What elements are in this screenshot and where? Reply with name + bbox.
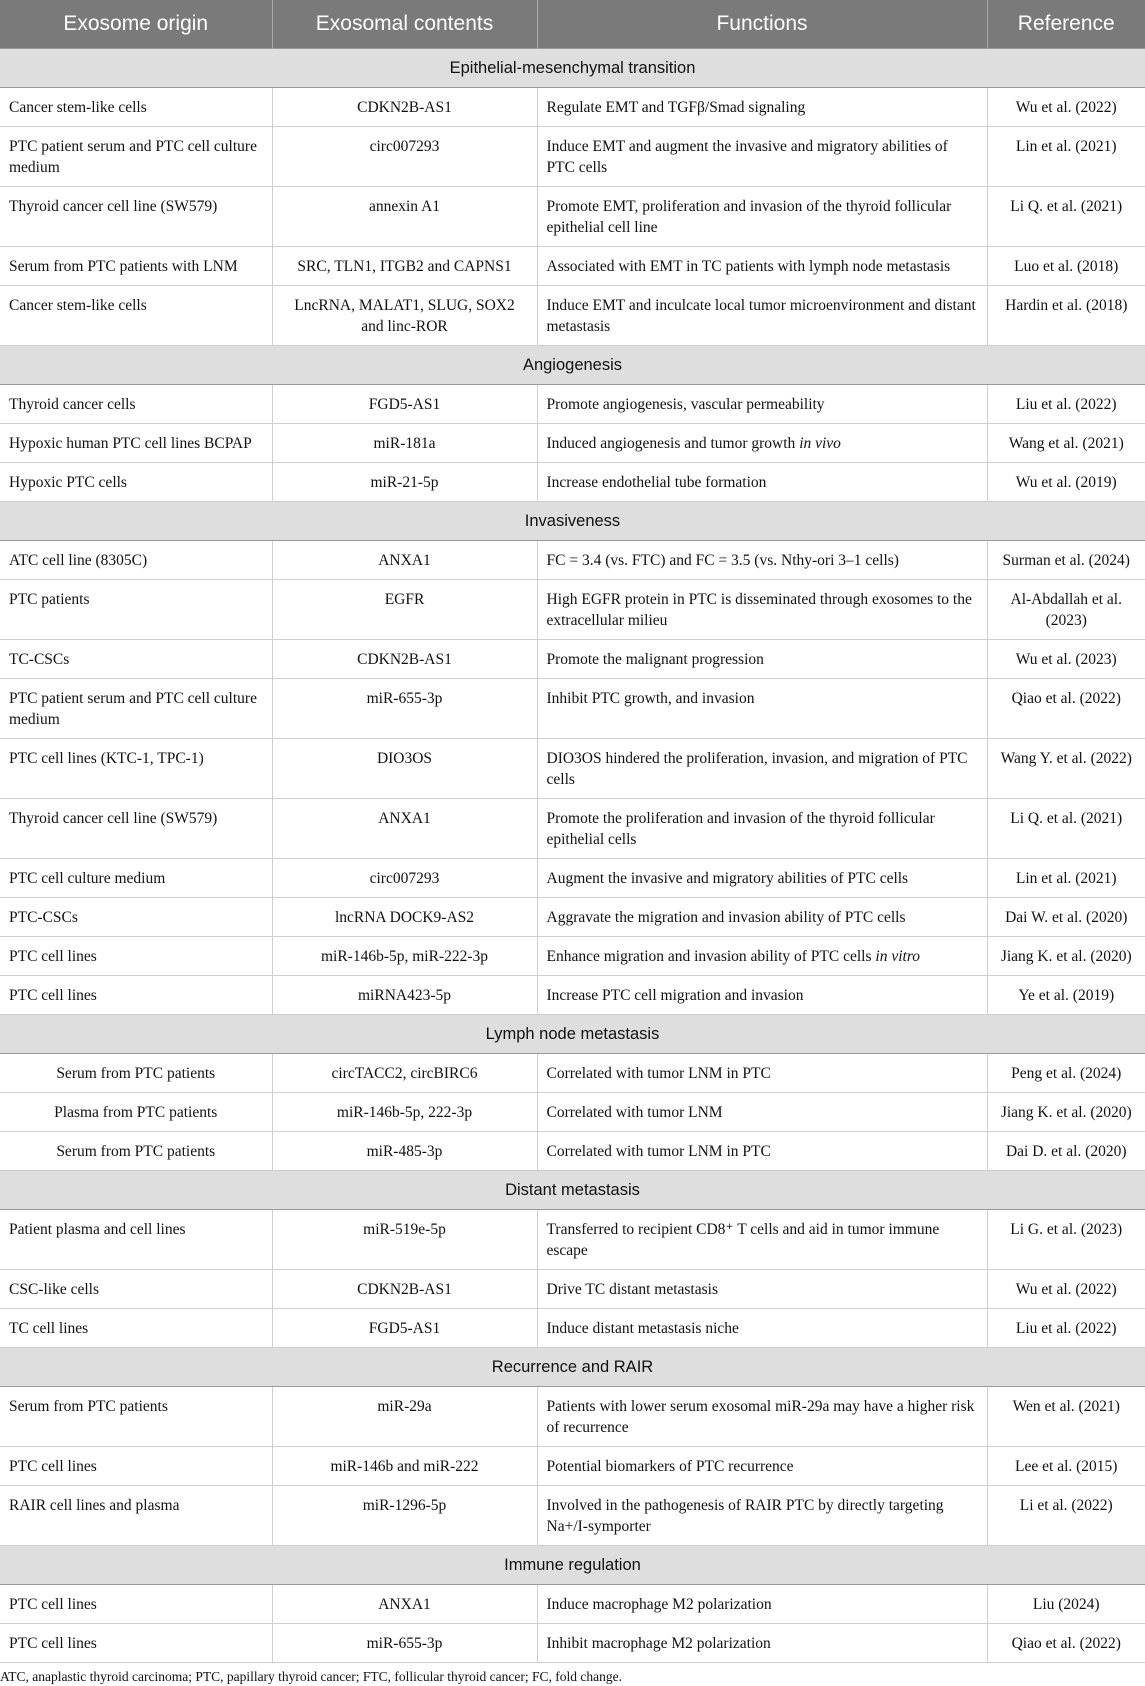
cell-contents: miRNA423-5p bbox=[272, 976, 537, 1015]
cell-reference: Hardin et al. (2018) bbox=[987, 286, 1145, 346]
cell-contents: miR-146b-5p, miR-222-3p bbox=[272, 937, 537, 976]
table-row bbox=[0, 127, 1145, 187]
cell-contents: ANXA1 bbox=[272, 1585, 537, 1624]
table-row bbox=[0, 1387, 1145, 1447]
cell-origin: Thyroid cancer cells bbox=[0, 385, 272, 424]
cell-function bbox=[537, 1447, 987, 1486]
section-row bbox=[0, 1348, 1145, 1387]
cell-function bbox=[537, 385, 987, 424]
section-row bbox=[0, 1015, 1145, 1054]
cell-reference: Dai W. et al. (2020) bbox=[987, 898, 1145, 937]
function-text: Correlated with tumor LNM in PTC bbox=[546, 1143, 771, 1160]
cell-reference: Luo et al. (2018) bbox=[987, 247, 1145, 286]
cell-origin: PTC cell lines bbox=[0, 937, 272, 976]
function-text: Induced angiogenesis and tumor growth bbox=[546, 435, 800, 452]
section-title: Epithelial-mesenchymal transition bbox=[0, 49, 1145, 88]
cell-contents: circ007293 bbox=[272, 859, 537, 898]
table-row bbox=[0, 1447, 1145, 1486]
function-text: Promote angiogenesis, vascular permeability bbox=[546, 396, 825, 413]
table-body bbox=[0, 49, 1145, 1663]
table-row bbox=[0, 463, 1145, 502]
cell-function bbox=[537, 799, 987, 859]
cell-reference: Li et al. (2022) bbox=[987, 1486, 1145, 1546]
cell-reference: Wu et al. (2022) bbox=[987, 88, 1145, 127]
cell-origin: Hypoxic PTC cells bbox=[0, 463, 272, 502]
table-header bbox=[0, 0, 1145, 49]
column-header-reference: Reference bbox=[987, 0, 1145, 49]
function-text: Inhibit PTC growth, and invasion bbox=[546, 690, 755, 707]
table-row bbox=[0, 385, 1145, 424]
function-text: Patients with lower serum exosomal miR-29a may have a higher risk of recurrence bbox=[546, 1398, 975, 1436]
cell-reference: Wu et al. (2019) bbox=[987, 463, 1145, 502]
cell-origin: Serum from PTC patients with LNM bbox=[0, 247, 272, 286]
cell-origin: PTC cell lines bbox=[0, 1624, 272, 1663]
cell-reference: Ye et al. (2019) bbox=[987, 976, 1145, 1015]
function-text: Promote the malignant progression bbox=[546, 651, 764, 668]
cell-function bbox=[537, 286, 987, 346]
cell-reference: Qiao et al. (2022) bbox=[987, 1624, 1145, 1663]
table-row bbox=[0, 424, 1145, 463]
table-row bbox=[0, 976, 1145, 1015]
cell-reference: Qiao et al. (2022) bbox=[987, 679, 1145, 739]
cell-reference: Liu et al. (2022) bbox=[987, 1309, 1145, 1348]
table-row bbox=[0, 1093, 1145, 1132]
cell-contents: FGD5-AS1 bbox=[272, 1309, 537, 1348]
cell-origin: Cancer stem-like cells bbox=[0, 88, 272, 127]
cell-origin: ATC cell line (8305C) bbox=[0, 541, 272, 580]
column-header-functions: Functions bbox=[537, 0, 987, 49]
cell-function bbox=[537, 1054, 987, 1093]
cell-origin: Patient plasma and cell lines bbox=[0, 1210, 272, 1270]
cell-function bbox=[537, 463, 987, 502]
function-text: Augment the invasive and migratory abilities of PTC cells bbox=[546, 870, 909, 887]
function-text: Correlated with tumor LNM in PTC bbox=[546, 1065, 771, 1082]
cell-origin: Hypoxic human PTC cell lines BCPAP bbox=[0, 424, 272, 463]
cell-function bbox=[537, 1387, 987, 1447]
cell-reference: Jiang K. et al. (2020) bbox=[987, 1093, 1145, 1132]
function-text: Induce EMT and inculcate local tumor microenvironment and distant metastasis bbox=[546, 297, 976, 335]
cell-origin: Thyroid cancer cell line (SW579) bbox=[0, 187, 272, 247]
cell-contents: miR-519e-5p bbox=[272, 1210, 537, 1270]
table-row bbox=[0, 187, 1145, 247]
cell-reference: Wu et al. (2023) bbox=[987, 640, 1145, 679]
cell-origin: Thyroid cancer cell line (SW579) bbox=[0, 799, 272, 859]
cell-contents: lncRNA DOCK9-AS2 bbox=[272, 898, 537, 937]
table-row bbox=[0, 679, 1145, 739]
cell-function bbox=[537, 976, 987, 1015]
cell-function bbox=[537, 1210, 987, 1270]
cell-function bbox=[537, 1585, 987, 1624]
function-italic: in vitro bbox=[875, 948, 921, 965]
function-text: Transferred to recipient CD8⁺ T cells and aid in tumor immune escape bbox=[546, 1221, 940, 1259]
cell-reference: Peng et al. (2024) bbox=[987, 1054, 1145, 1093]
cell-function bbox=[537, 1270, 987, 1309]
cell-function bbox=[537, 1309, 987, 1348]
cell-contents: miR-655-3p bbox=[272, 1624, 537, 1663]
function-text: Increase endothelial tube formation bbox=[546, 474, 767, 491]
section-row bbox=[0, 49, 1145, 88]
cell-contents: EGFR bbox=[272, 580, 537, 640]
table-row bbox=[0, 1210, 1145, 1270]
cell-function bbox=[537, 739, 987, 799]
table-footnote: ATC, anaplastic thyroid carcinoma; PTC, papillary thyroid cancer; FTC, follicular thyroid cancer; FC, fold change. bbox=[0, 1669, 622, 1684]
function-italic: in vivo bbox=[799, 435, 841, 452]
table-row bbox=[0, 937, 1145, 976]
cell-contents: LncRNA, MALAT1, SLUG, SOX2 and linc-ROR bbox=[272, 286, 537, 346]
cell-contents: miR-485-3p bbox=[272, 1132, 537, 1171]
cell-reference: Wen et al. (2021) bbox=[987, 1387, 1145, 1447]
table-row bbox=[0, 580, 1145, 640]
function-text: Potential biomarkers of PTC recurrence bbox=[546, 1458, 794, 1475]
column-header-contents: Exosomal contents bbox=[272, 0, 537, 49]
cell-reference: Wu et al. (2022) bbox=[987, 1270, 1145, 1309]
cell-reference: Li Q. et al. (2021) bbox=[987, 799, 1145, 859]
function-text: Induce EMT and augment the invasive and migratory abilities of PTC cells bbox=[546, 138, 948, 176]
section-row bbox=[0, 1546, 1145, 1585]
cell-origin: PTC cell lines bbox=[0, 1447, 272, 1486]
cell-origin: PTC patient serum and PTC cell culture medium bbox=[0, 127, 272, 187]
function-text: Increase PTC cell migration and invasion bbox=[546, 987, 804, 1004]
function-text: FC = 3.4 (vs. FTC) and FC = 3.5 (vs. Nthy-ori 3–1 cells) bbox=[546, 552, 899, 569]
cell-reference: Li Q. et al. (2021) bbox=[987, 187, 1145, 247]
cell-contents: CDKN2B-AS1 bbox=[272, 88, 537, 127]
cell-function bbox=[537, 679, 987, 739]
section-title: Angiogenesis bbox=[0, 346, 1145, 385]
cell-function bbox=[537, 580, 987, 640]
function-text: DIO3OS hindered the proliferation, invasion, and migration of PTC cells bbox=[546, 750, 968, 788]
column-header-origin: Exosome origin bbox=[0, 0, 272, 49]
cell-contents: FGD5-AS1 bbox=[272, 385, 537, 424]
table-row bbox=[0, 859, 1145, 898]
table-row bbox=[0, 640, 1145, 679]
function-text: Inhibit macrophage M2 polarization bbox=[546, 1635, 771, 1652]
cell-origin: RAIR cell lines and plasma bbox=[0, 1486, 272, 1546]
cell-reference: Surman et al. (2024) bbox=[987, 541, 1145, 580]
cell-origin: TC cell lines bbox=[0, 1309, 272, 1348]
section-title: Invasiveness bbox=[0, 502, 1145, 541]
cell-function bbox=[537, 424, 987, 463]
table-row bbox=[0, 1624, 1145, 1663]
section-row bbox=[0, 502, 1145, 541]
cell-contents: DIO3OS bbox=[272, 739, 537, 799]
cell-contents: CDKN2B-AS1 bbox=[272, 1270, 537, 1309]
table-row bbox=[0, 1270, 1145, 1309]
cell-function bbox=[537, 88, 987, 127]
function-text: High EGFR protein in PTC is disseminated through exosomes to the extracellular milieu bbox=[546, 591, 972, 629]
function-text: Promote EMT, proliferation and invasion of the thyroid follicular epithelial cell line bbox=[546, 198, 952, 236]
cell-reference: Liu (2024) bbox=[987, 1585, 1145, 1624]
cell-function bbox=[537, 541, 987, 580]
function-text: Induce macrophage M2 polarization bbox=[546, 1596, 772, 1613]
function-text: Induce distant metastasis niche bbox=[546, 1320, 739, 1337]
cell-function bbox=[537, 1486, 987, 1546]
cell-origin: PTC-CSCs bbox=[0, 898, 272, 937]
cell-contents: circTACC2, circBIRC6 bbox=[272, 1054, 537, 1093]
section-title: Immune regulation bbox=[0, 1546, 1145, 1585]
cell-function bbox=[537, 187, 987, 247]
function-text: Drive TC distant metastasis bbox=[546, 1281, 718, 1298]
cell-function bbox=[537, 640, 987, 679]
table-row bbox=[0, 1132, 1145, 1171]
cell-origin: Plasma from PTC patients bbox=[0, 1093, 272, 1132]
cell-reference: Jiang K. et al. (2020) bbox=[987, 937, 1145, 976]
cell-contents: circ007293 bbox=[272, 127, 537, 187]
function-text: Correlated with tumor LNM bbox=[546, 1104, 723, 1121]
cell-reference: Lee et al. (2015) bbox=[987, 1447, 1145, 1486]
header-row bbox=[0, 0, 1145, 49]
cell-contents: ANXA1 bbox=[272, 799, 537, 859]
section-row bbox=[0, 346, 1145, 385]
cell-reference: Wang Y. et al. (2022) bbox=[987, 739, 1145, 799]
table-row bbox=[0, 1585, 1145, 1624]
table-row bbox=[0, 898, 1145, 937]
table-row bbox=[0, 1309, 1145, 1348]
cell-contents: annexin A1 bbox=[272, 187, 537, 247]
section-title: Lymph node metastasis bbox=[0, 1015, 1145, 1054]
table-row bbox=[0, 247, 1145, 286]
cell-contents: miR-1296-5p bbox=[272, 1486, 537, 1546]
cell-contents: miR-29a bbox=[272, 1387, 537, 1447]
cell-contents: CDKN2B-AS1 bbox=[272, 640, 537, 679]
cell-contents: SRC, TLN1, ITGB2 and CAPNS1 bbox=[272, 247, 537, 286]
function-text: Associated with EMT in TC patients with lymph node metastasis bbox=[546, 258, 951, 275]
cell-function bbox=[537, 937, 987, 976]
function-text: Regulate EMT and TGFβ/Smad signaling bbox=[546, 99, 806, 116]
section-title: Distant metastasis bbox=[0, 1171, 1145, 1210]
cell-contents: miR-655-3p bbox=[272, 679, 537, 739]
table-row bbox=[0, 88, 1145, 127]
cell-function bbox=[537, 1093, 987, 1132]
cell-function bbox=[537, 127, 987, 187]
function-text: Aggravate the migration and invasion ability of PTC cells bbox=[546, 909, 906, 926]
cell-reference: Lin et al. (2021) bbox=[987, 127, 1145, 187]
function-text: Involved in the pathogenesis of RAIR PTC by directly targeting Na+/I-symporter bbox=[546, 1497, 944, 1535]
cell-reference: Liu et al. (2022) bbox=[987, 385, 1145, 424]
cell-reference: Wang et al. (2021) bbox=[987, 424, 1145, 463]
section-title: Recurrence and RAIR bbox=[0, 1348, 1145, 1387]
cell-origin: PTC cell culture medium bbox=[0, 859, 272, 898]
cell-origin: PTC cell lines bbox=[0, 1585, 272, 1624]
function-text: Enhance migration and invasion ability of PTC cells bbox=[546, 948, 876, 965]
table-row bbox=[0, 739, 1145, 799]
cell-reference: Dai D. et al. (2020) bbox=[987, 1132, 1145, 1171]
cell-contents: miR-146b and miR-222 bbox=[272, 1447, 537, 1486]
table-row bbox=[0, 286, 1145, 346]
cell-contents: ANXA1 bbox=[272, 541, 537, 580]
function-text: Promote the proliferation and invasion of the thyroid follicular epithelial cells bbox=[546, 810, 935, 848]
cell-reference: Al-Abdallah et al. (2023) bbox=[987, 580, 1145, 640]
table-row bbox=[0, 1486, 1145, 1546]
cell-function bbox=[537, 1624, 987, 1663]
cell-origin: TC-CSCs bbox=[0, 640, 272, 679]
cell-function bbox=[537, 247, 987, 286]
table-row bbox=[0, 799, 1145, 859]
cell-contents: miR-146b-5p, 222-3p bbox=[272, 1093, 537, 1132]
cell-contents: miR-181a bbox=[272, 424, 537, 463]
cell-origin: Serum from PTC patients bbox=[0, 1387, 272, 1447]
cell-origin: PTC patient serum and PTC cell culture medium bbox=[0, 679, 272, 739]
cell-function bbox=[537, 898, 987, 937]
cell-contents: miR-21-5p bbox=[272, 463, 537, 502]
table-row bbox=[0, 1054, 1145, 1093]
section-row bbox=[0, 1171, 1145, 1210]
cell-origin: CSC-like cells bbox=[0, 1270, 272, 1309]
cell-reference: Li G. et al. (2023) bbox=[987, 1210, 1145, 1270]
cell-origin: PTC cell lines bbox=[0, 976, 272, 1015]
cell-function bbox=[537, 1132, 987, 1171]
cell-origin: Serum from PTC patients bbox=[0, 1054, 272, 1093]
cell-reference: Lin et al. (2021) bbox=[987, 859, 1145, 898]
cell-origin: Serum from PTC patients bbox=[0, 1132, 272, 1171]
cell-origin: PTC cell lines (KTC-1, TPC-1) bbox=[0, 739, 272, 799]
table-row bbox=[0, 541, 1145, 580]
cell-origin: Cancer stem-like cells bbox=[0, 286, 272, 346]
cell-origin: PTC patients bbox=[0, 580, 272, 640]
cell-function bbox=[537, 859, 987, 898]
